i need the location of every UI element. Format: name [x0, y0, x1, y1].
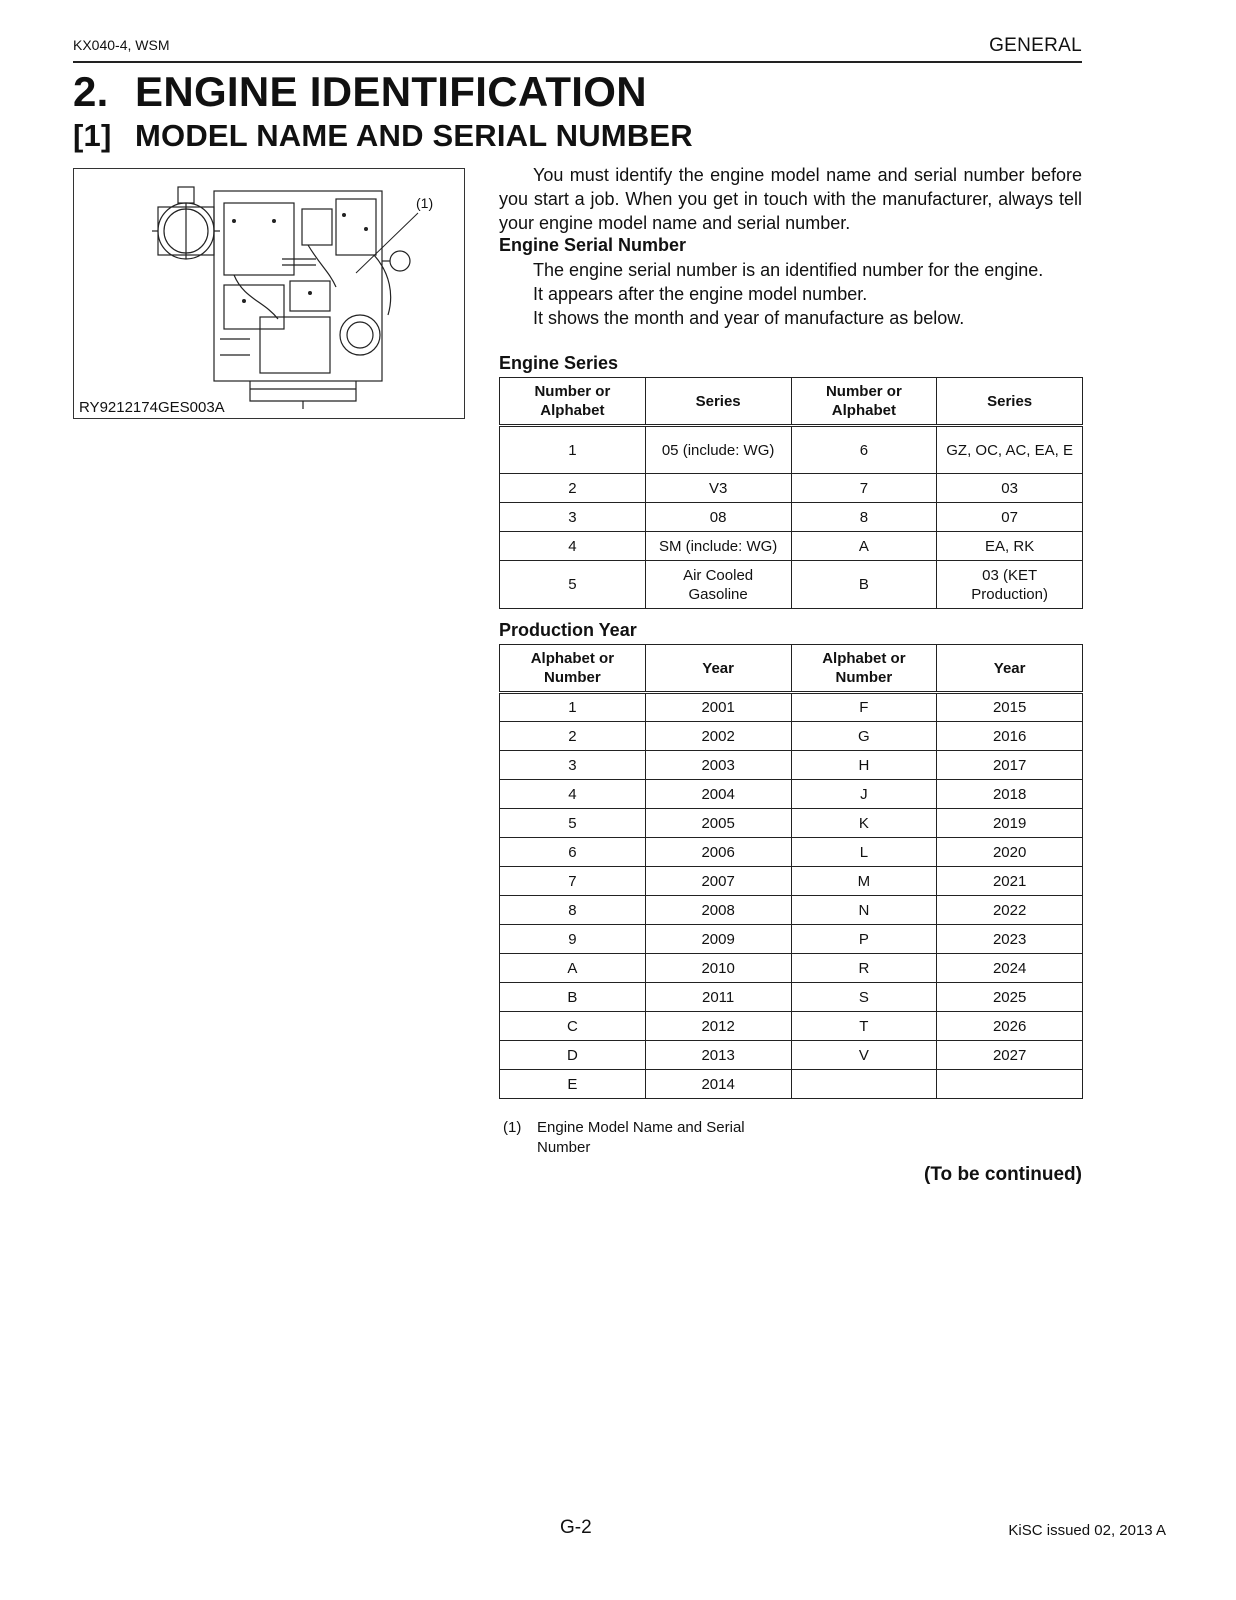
- table-cell: K: [791, 809, 937, 838]
- table-cell: 2015: [937, 693, 1083, 722]
- table-cell: 9: [500, 925, 646, 954]
- table-cell: 8: [500, 896, 646, 925]
- table-cell: P: [791, 925, 937, 954]
- table-cell: R: [791, 954, 937, 983]
- table-cell: 2018: [937, 780, 1083, 809]
- serial-number-line: The engine serial number is an identified number for the engine.: [533, 260, 1044, 280]
- table-cell: 2006: [645, 838, 791, 867]
- intro-text: You must identify the engine model name and serial number before you start a job. When you get in touch with the manufacturer, always tell your engine model name and serial number.: [499, 165, 1082, 233]
- header-rule: [73, 61, 1082, 63]
- table-cell: F: [791, 693, 937, 722]
- table-cell: V3: [645, 474, 791, 503]
- table-cell: 08: [645, 503, 791, 532]
- table-cell: 2011: [645, 983, 791, 1012]
- table-cell: 4: [500, 780, 646, 809]
- table-cell: 2020: [937, 838, 1083, 867]
- serial-number-line: It shows the month and year of manufacture as below.: [533, 308, 965, 328]
- table-row: [500, 693, 1083, 722]
- table-row: [500, 1012, 1083, 1041]
- table-header: Alphabet or Number: [791, 645, 937, 693]
- table-cell: 5: [500, 809, 646, 838]
- table-row: [500, 1041, 1083, 1070]
- table-cell: 2012: [645, 1012, 791, 1041]
- table-row: [500, 867, 1083, 896]
- table-row: [500, 426, 1083, 474]
- table-cell: [937, 1070, 1083, 1099]
- table-cell: 2013: [645, 1041, 791, 1070]
- subsection-number: [1]: [73, 118, 112, 153]
- table-row: [500, 838, 1083, 867]
- production-year-table: [499, 644, 1083, 1099]
- serial-number-line: It appears after the engine model number.: [533, 284, 868, 304]
- table-cell: L: [791, 838, 937, 867]
- table-cell: 2007: [645, 867, 791, 896]
- production-year-heading: Production Year: [499, 620, 637, 640]
- table-cell: 6: [791, 426, 937, 474]
- table-cell: 2027: [937, 1041, 1083, 1070]
- table-cell: N: [791, 896, 937, 925]
- table-header: Year: [645, 645, 791, 693]
- table-row: [500, 925, 1083, 954]
- table-cell: 2003: [645, 751, 791, 780]
- table-cell: 2014: [645, 1070, 791, 1099]
- table-cell: Air Cooled Gasoline: [645, 561, 791, 609]
- subsection-heading: [73, 118, 693, 154]
- table-cell: 7: [791, 474, 937, 503]
- table-cell: 03: [937, 474, 1083, 503]
- table-header: Year: [937, 645, 1083, 693]
- table-cell: S: [791, 983, 937, 1012]
- table-cell: 3: [500, 503, 646, 532]
- table-header: Series: [937, 378, 1083, 426]
- table-cell: A: [791, 532, 937, 561]
- intro-paragraph: [499, 163, 1082, 235]
- table-header: Number or Alphabet: [791, 378, 937, 426]
- table-cell: 7: [500, 867, 646, 896]
- table-cell: A: [500, 954, 646, 983]
- table-cell: 2024: [937, 954, 1083, 983]
- continued-note: (To be continued): [924, 1164, 1082, 1185]
- table-cell: E: [500, 1070, 646, 1099]
- chapter-heading: [73, 68, 647, 116]
- table-cell: 2010: [645, 954, 791, 983]
- table-row: [500, 751, 1083, 780]
- table-row: [500, 532, 1083, 561]
- legend-text: Engine Model Name and Serial Number: [537, 1119, 745, 1156]
- table-cell: C: [500, 1012, 646, 1041]
- table-cell: 2019: [937, 809, 1083, 838]
- table-cell: 2016: [937, 722, 1083, 751]
- table-cell: 2025: [937, 983, 1083, 1012]
- figure-code: RY9212174GES003A: [79, 399, 225, 416]
- table-cell: 2001: [645, 693, 791, 722]
- serial-number-heading: Engine Serial Number: [499, 235, 687, 255]
- table-cell: B: [500, 983, 646, 1012]
- chapter-number: 2.: [73, 68, 109, 115]
- header-section: GENERAL: [989, 35, 1082, 56]
- table-cell: 07: [937, 503, 1083, 532]
- table-cell: 2005: [645, 809, 791, 838]
- table-cell: SM (include: WG): [645, 532, 791, 561]
- table-row: [500, 896, 1083, 925]
- table-cell: 2022: [937, 896, 1083, 925]
- engine-figure: [73, 168, 465, 419]
- table-row: [500, 503, 1083, 532]
- table-cell: J: [791, 780, 937, 809]
- page-number: G-2: [560, 1517, 592, 1538]
- issue-note: KiSC issued 02, 2013 A: [1008, 1522, 1166, 1539]
- engine-series-heading: Engine Series: [499, 353, 619, 373]
- legend-number: (1): [503, 1119, 522, 1136]
- engine-drawing: [74, 169, 464, 418]
- table-cell: 2: [500, 474, 646, 503]
- table-cell: 2023: [937, 925, 1083, 954]
- table-header: Series: [645, 378, 791, 426]
- table-cell: H: [791, 751, 937, 780]
- table-cell: [791, 1070, 937, 1099]
- table-header: Alphabet or Number: [500, 645, 646, 693]
- table-cell: 4: [500, 532, 646, 561]
- table-row: [500, 809, 1083, 838]
- table-cell: 03 (KET Production): [937, 561, 1083, 609]
- table-cell: G: [791, 722, 937, 751]
- table-row: [500, 561, 1083, 609]
- table-cell: B: [791, 561, 937, 609]
- table-cell: 2021: [937, 867, 1083, 896]
- table-row: [500, 780, 1083, 809]
- table-cell: 2017: [937, 751, 1083, 780]
- table-cell: V: [791, 1041, 937, 1070]
- table-cell: 2: [500, 722, 646, 751]
- table-row: [500, 722, 1083, 751]
- table-cell: 8: [791, 503, 937, 532]
- table-header: Number or Alphabet: [500, 378, 646, 426]
- subsection-title: MODEL NAME AND SERIAL NUMBER: [135, 118, 693, 153]
- table-cell: GZ, OC, AC, EA, E: [937, 426, 1083, 474]
- table-cell: 2009: [645, 925, 791, 954]
- table-cell: 05 (include: WG): [645, 426, 791, 474]
- table-cell: 2026: [937, 1012, 1083, 1041]
- table-cell: 2008: [645, 896, 791, 925]
- header-doc-id: KX040-4, WSM: [73, 37, 170, 53]
- table-cell: 5: [500, 561, 646, 609]
- table-row: [500, 983, 1083, 1012]
- table-cell: 1: [500, 693, 646, 722]
- table-row: [500, 954, 1083, 983]
- table-cell: 6: [500, 838, 646, 867]
- table-cell: EA, RK: [937, 532, 1083, 561]
- table-cell: 3: [500, 751, 646, 780]
- table-cell: T: [791, 1012, 937, 1041]
- table-cell: 2004: [645, 780, 791, 809]
- table-cell: M: [791, 867, 937, 896]
- table-cell: 1: [500, 426, 646, 474]
- chapter-title: ENGINE IDENTIFICATION: [135, 68, 647, 115]
- table-cell: 2002: [645, 722, 791, 751]
- table-row: [500, 474, 1083, 503]
- table-row: [500, 1070, 1083, 1099]
- serial-number-body: [533, 258, 1082, 330]
- table-cell: D: [500, 1041, 646, 1070]
- engine-series-table: [499, 377, 1083, 609]
- figure-callout: (1): [416, 195, 434, 211]
